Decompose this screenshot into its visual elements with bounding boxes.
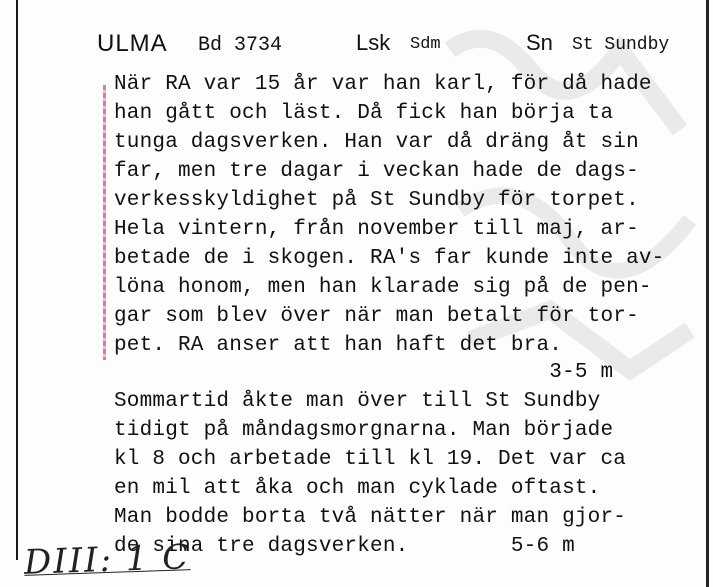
body-line-1: När RA var 15 år var han karl, för då hade: [114, 73, 652, 96]
body-line-11: 3-5 m: [114, 361, 614, 384]
body-line-16: Man bodde borta två nätter när man gjor-: [114, 506, 627, 529]
card-header: [0, 30, 713, 64]
body-line-14: kl 8 och arbetade till kl 19. Det var ca: [114, 448, 627, 471]
archive-name: ULMA: [97, 30, 168, 57]
body-line-17: de sina tre dagsverken. 5-6 m: [114, 535, 575, 558]
handwritten-classification-code: DIII: 1 C: [23, 537, 191, 583]
body-line-8: löna honom, men han klarade sig på de pen-: [114, 276, 652, 299]
body-line-6: Hela vintern, från november till maj, ar-: [114, 218, 639, 241]
body-line-5: verkesskyldighet på St Sundby för torpet.: [114, 189, 639, 212]
province-value: Sdm: [410, 35, 441, 54]
body-line-3: tunga dagsverken. Han var då dräng åt sin: [114, 131, 639, 154]
left-border-line: [16, 0, 18, 560]
body-line-7: betade de i skogen. RA's far kunde inte av-: [114, 247, 665, 270]
body-line-15: en mil att åka och man cyklade oftast.: [114, 477, 601, 500]
parish-value: St Sundby: [572, 35, 670, 55]
margin-highlight-mark: [103, 85, 106, 360]
body-line-13: tidigt på måndagsmorgnarna. Man började: [114, 419, 614, 442]
body-line-10: pet. RA anser att han haft det bra.: [114, 334, 563, 357]
body-line-4: far, men tre dagar i veckan hade de dags-: [114, 160, 639, 183]
body-line-2: han gått och läst. Då fick han börja ta: [114, 102, 614, 125]
right-border-line: [706, 0, 709, 587]
parish-label: Sn: [526, 30, 553, 55]
province-label: Lsk: [356, 30, 391, 55]
volume-number: Bd 3734: [198, 34, 283, 57]
body-line-9: gar som blev över när man betalt för tor-: [114, 305, 639, 328]
body-line-12: Sommartid åkte man över till St Sundby: [114, 390, 601, 413]
